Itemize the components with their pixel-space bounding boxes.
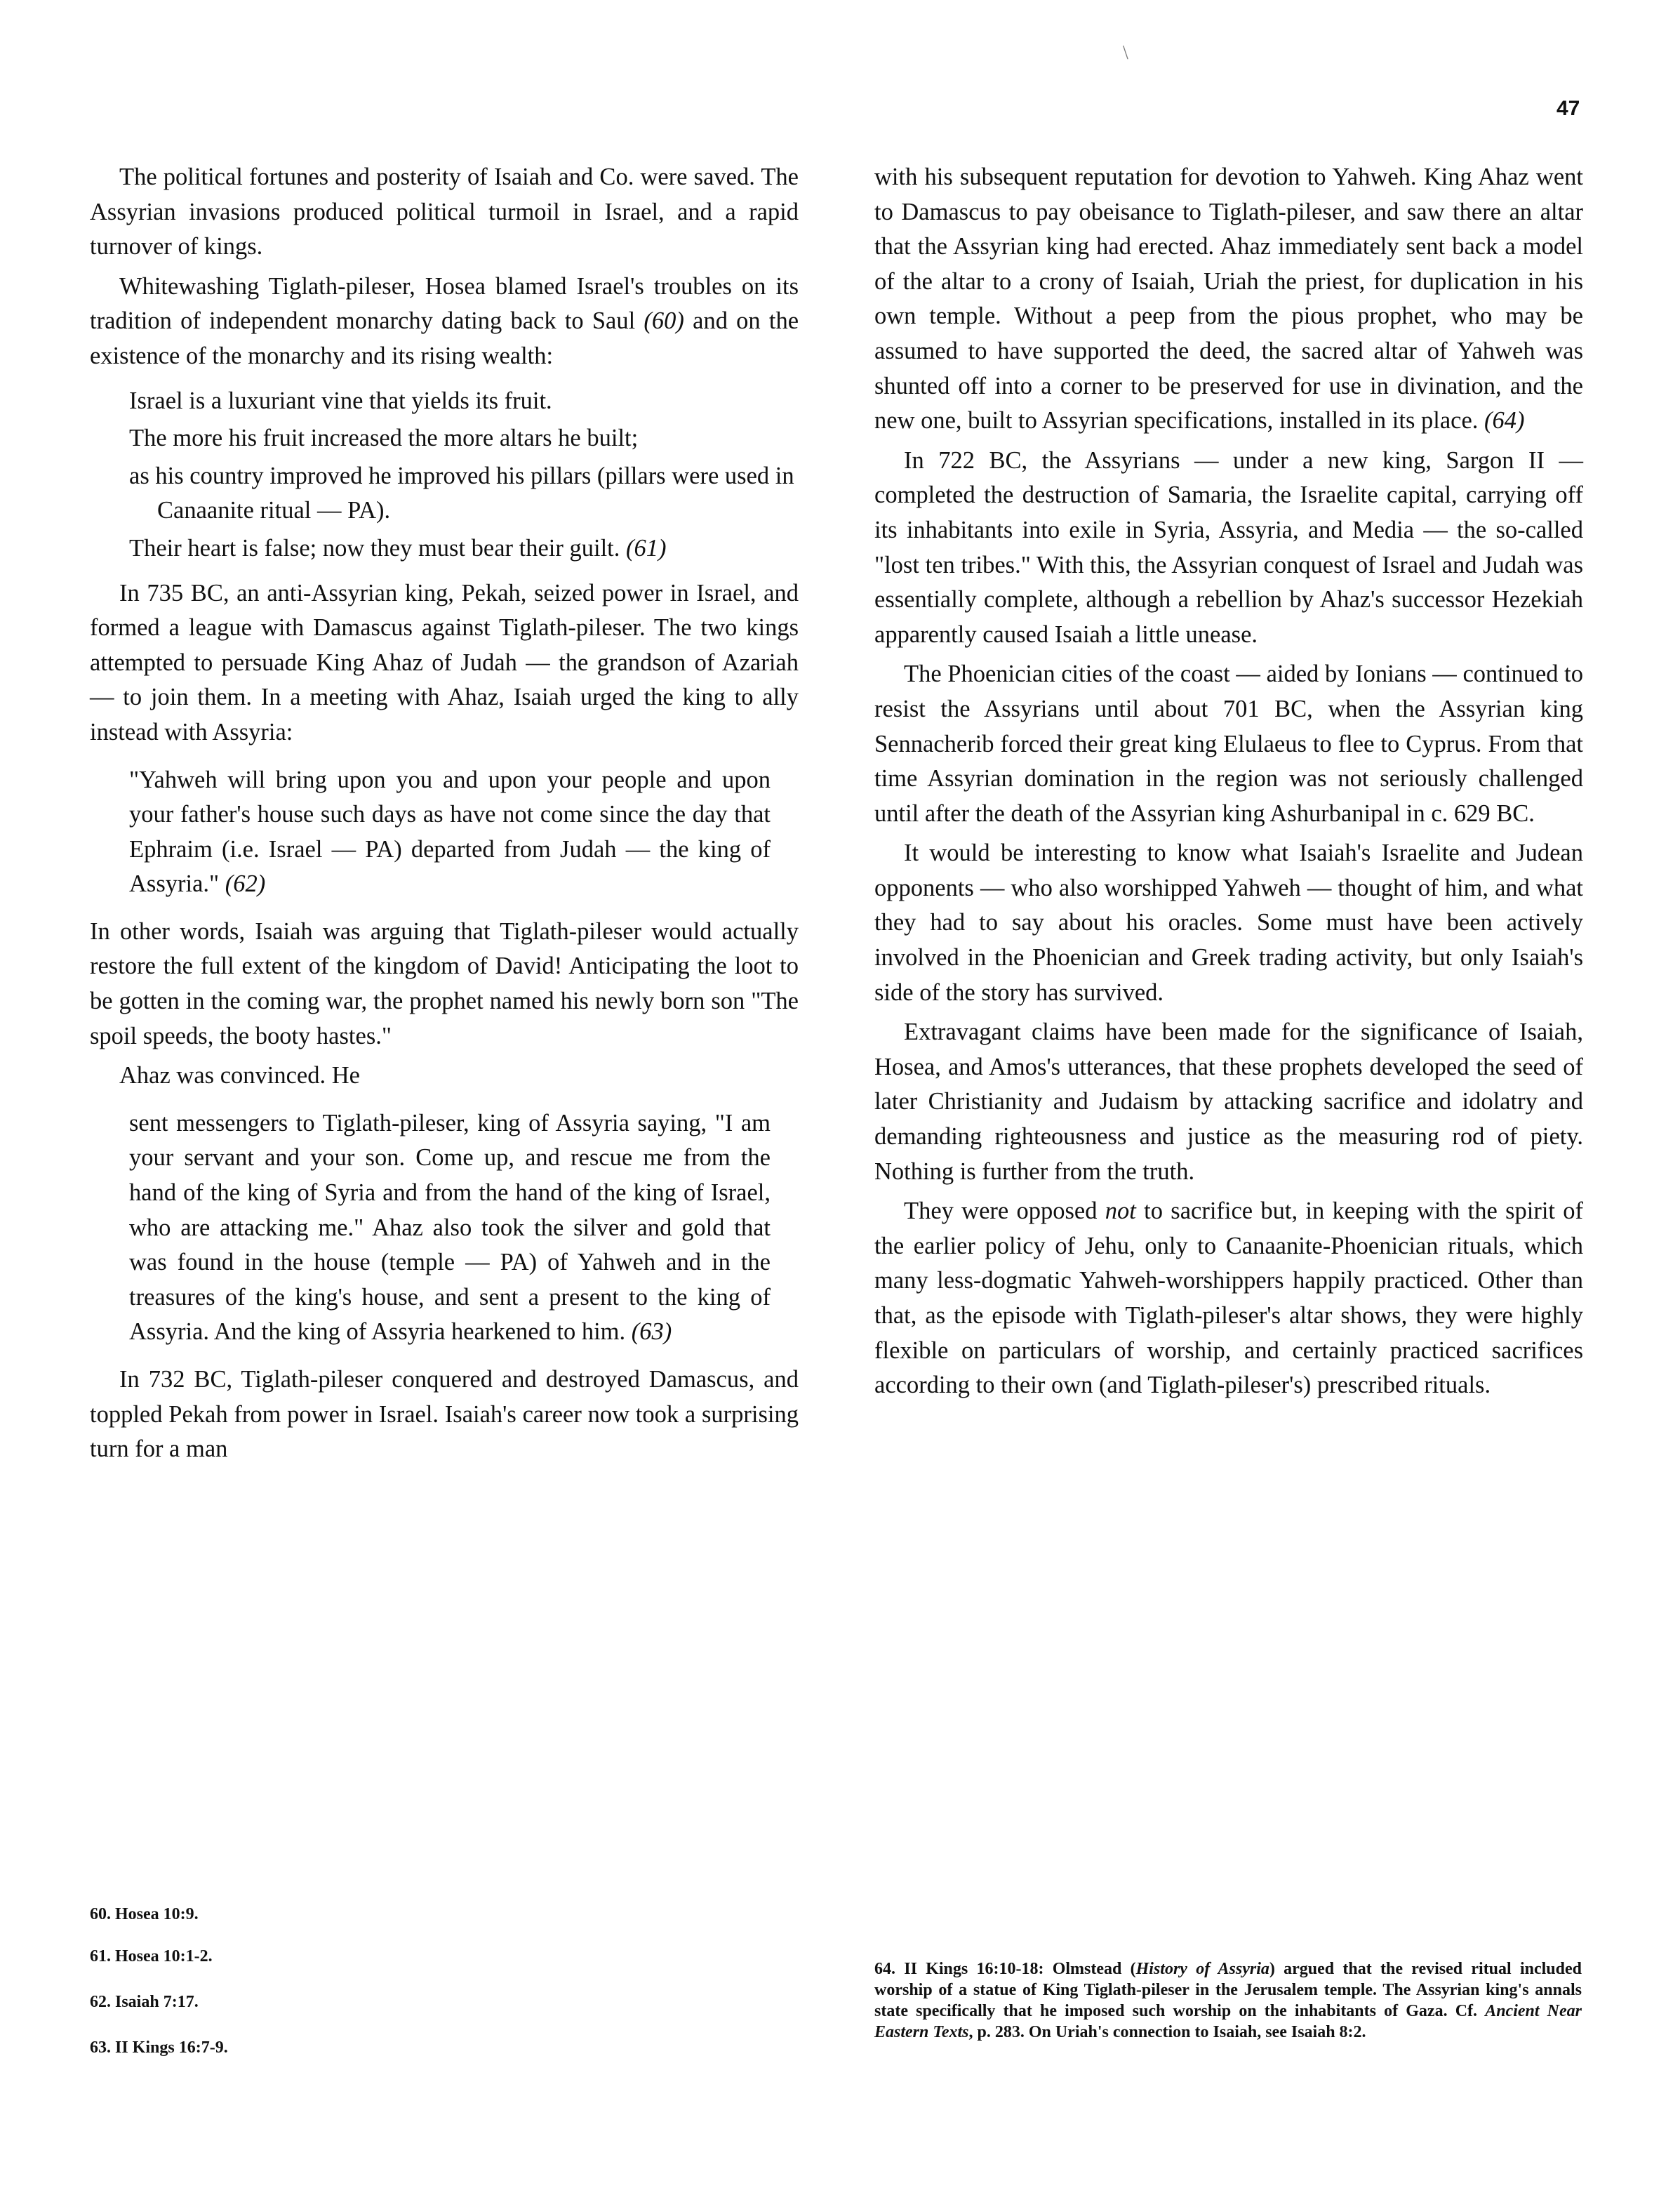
footnote: 62. Isaiah 7:17.: [90, 1993, 199, 2011]
paragraph: In 722 BC, the Assyrians — under a new king, Sargon II — completed the destruction of Samaria, the Israelite capital, carrying off its inhabitants into exile in Syria, Assyria, and Media — the so-called "lost ten tribes." With this, the Assyrian conquest of Israel and Judah was essentially complete, although a rebellion by Ahaz's successor Hezekiah apparently caused Isaiah a little unease.: [874, 446, 1583, 648]
poem-line: The more his fruit increased the more altars he built;: [129, 425, 639, 452]
poem-line: as his country improved he improved his pillars (pillars were used in Canaanite ritual — PA).: [129, 462, 794, 524]
paragraph: In other words, Isaiah was arguing that Tiglath-pileser would actually restore the full extent of the kingdom of David! Anticipating the loot to be gotten in the coming war, the prophet named his newly born son "The spoil speeds, the booty hastes.": [90, 917, 799, 1049]
footnote-ref: (60): [644, 307, 684, 335]
paragraph-text: with his subsequent reputation for devotion to Yahweh. King Ahaz went to Damascus to pay obeisance to Tiglath-pileser, and saw there an altar that the Assyrian king had erected. Ahaz immediately sent back a model of the altar to a crony of Isaiah, Uriah the priest, for duplication in his own temple. Without a peep from the pious prophet, who may be assumed to have supported the deed, the sacred altar of Yahweh was shunted off into a corner to be preserved for use in divination, and the new one, built to Assyrian specifications, installed in its place.: [874, 164, 1583, 435]
footnote-ref: (63): [631, 1318, 672, 1346]
poem-line-text: Their heart is false; now they must bear their guilt.: [129, 534, 620, 562]
book-title: Ancient Near Eastern Texts: [874, 2002, 1582, 2041]
poem-line: Israel is a luxuriant vine that yields its fruit.: [129, 387, 552, 414]
footnote-ref: (62): [225, 870, 266, 898]
paragraph: [874, 1194, 1583, 1403]
paragraph: Ahaz was convinced. He: [119, 1062, 360, 1089]
emphasis: not: [1105, 1198, 1136, 1225]
footnote: 63. II Kings 16:7-9.: [90, 2038, 228, 2057]
book-title: History of Assyria: [1135, 1960, 1269, 1978]
paragraph-text: They were opposed: [904, 1198, 1098, 1225]
paragraph: Extravagant claims have been made for the significance of Isaiah, Hosea, and Amos's utterances, that these prophets developed the seed of later Christianity and Judaism by attacking sacrifice and idolatry and demanding righteousness and justice as the measuring rod of piety. Nothing is further from the truth.: [874, 1019, 1583, 1185]
paragraph: The political fortunes and posterity of Isaiah and Co. were saved. The Assyrian invasions produced political turmoil in Israel, and a rapid turnover of kings.: [90, 164, 799, 260]
poem-line: [129, 531, 799, 566]
paragraph: [90, 270, 799, 374]
quote-text: "Yahweh will bring upon you and upon your people and upon your father's house such days as have not come since the day that Ephraim (i.e. Israel — PA) departed from Judah — the king of Assyria.": [129, 766, 771, 898]
footnote-ref: (61): [626, 534, 667, 562]
left-column: [90, 160, 799, 1472]
footnote-text: , p. 283. On Uriah's connection to Isaiah, see Isaiah 8:2.: [968, 2023, 1366, 2041]
block-quote: [129, 763, 771, 902]
quote-text: sent messengers to Tiglath-pileser, king of Assyria saying, "I am your servant and your son. Come up, and rescue me from the hand of the king of Syria and from the hand of the king of Israel, who are attacking me." Ahaz also took the silver and gold that was found in the house (temple — PA) of Yahweh and in the treasures of the king's house, and sent a present to the king of Assyria. And the king of Assyria hearkened to him.: [129, 1109, 771, 1346]
paragraph: It would be interesting to know what Isaiah's Israelite and Judean opponents — who also worshipped Yahweh — thought of him, and what they had to say about his oracles. Some must have been actively involved in the Phoenician and Greek trading activity, but only Isaiah's side of the story has survived.: [874, 840, 1583, 1006]
footnote-ref: (64): [1484, 407, 1525, 435]
paragraph-text: and on the existence of the monarchy and its rising wealth:: [90, 307, 799, 369]
paragraph: [874, 160, 1583, 439]
paragraph: In 735 BC, an anti-Assyrian king, Pekah, seized power in Israel, and formed a league with Damascus against Tiglath-pileser. The two kings attempted to persuade King Ahaz of Judah — the grandson of Azariah — to join them. In a meeting with Ahaz, Isaiah urged the king to ally instead with Assyria:: [90, 579, 799, 745]
block-quote: [129, 1106, 771, 1350]
footnote: 60. Hosea 10:9.: [90, 1905, 199, 1923]
footnote: 61. Hosea 10:1-2.: [90, 1947, 213, 1965]
right-column: [874, 160, 1583, 1408]
paragraph-text: to sacrifice but, in keeping with the spirit of the earlier policy of Jehu, only to Canaanite-Phoenician rituals, which many less-dogmatic Yahweh-worshippers happily practiced. Other than that, as the episode with Tiglath-pileser's altar shows, they were highly flexible on particulars of worship, and certainly practiced sacrifices according to their own (and Tiglath-pileser's) prescribed rituals.: [874, 1198, 1584, 1399]
footnote-text: ) argued that the revised ritual included worship of a statue of King Tiglath-pileser in the Jerusalem temple. The Assyrian king's annals state specifically that he imposed such worship on the inhabitants of Gaza. Cf.: [874, 1960, 1582, 2020]
scan-speck: \: [1123, 42, 1128, 64]
poem-quote: [129, 384, 799, 566]
footnote-64: [874, 1958, 1582, 2043]
paragraph-text: Whitewashing Tiglath-pileser, Hosea blamed Israel's troubles on its tradition of independent monarchy dating back to Saul: [90, 272, 799, 335]
footnote-text: 64. II Kings 16:10-18: Olmstead (: [874, 1960, 1136, 1978]
page-number: 47: [1556, 97, 1580, 120]
paragraph: In 732 BC, Tiglath-pileser conquered and destroyed Damascus, and toppled Pekah from power in Israel. Isaiah's career now took a surprising turn for a man: [90, 1366, 799, 1463]
paragraph: The Phoenician cities of the coast — aided by Ionians — continued to resist the Assyrians until about 701 BC, when the Assyrian king Sennacherib forced their great king Elulaeus to flee to Cyprus. From that time Assyrian domination in the region was not seriously challenged until after the death of the Assyrian king Ashurbanipal in c. 629 BC.: [874, 661, 1583, 827]
